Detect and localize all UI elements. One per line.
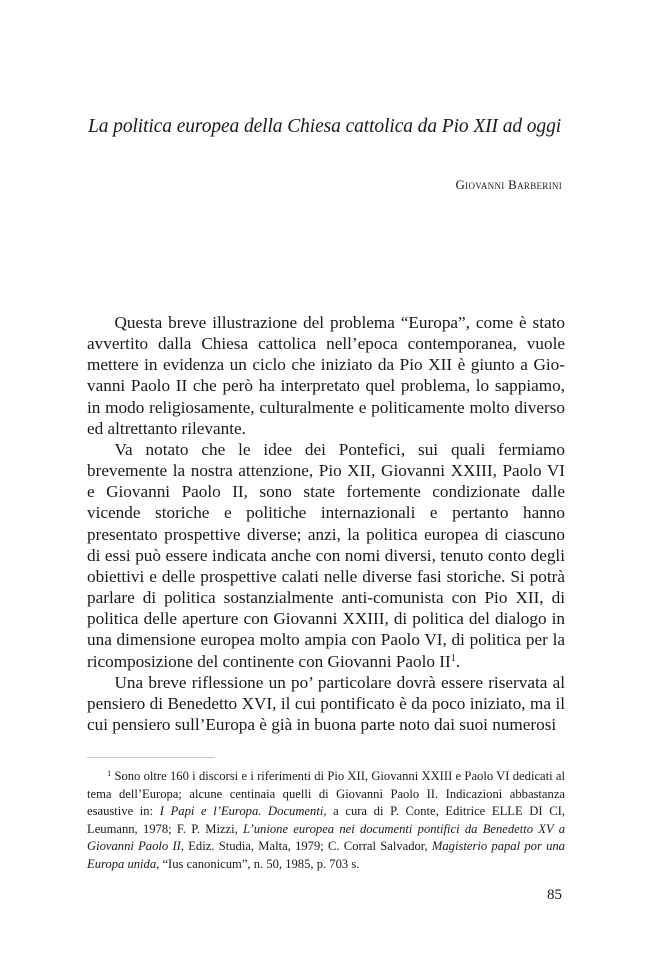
footnote-text: Sono oltre 160 i discorsi e i riferimenti di Pio XII, Giovanni XXIII e Paolo VI dedicati al tema dell’Europa; alcune centinaia quelli di Giovanni Paolo II. Indicazioni abbastanza esaustive in: <box>87 769 565 818</box>
footnote-paragraph <box>87 768 565 873</box>
paragraph-text: Questa breve illustrazione del problema “Europa”, come è stato avvertito dalla Chiesa cattolica nell’epoca contemporanea, vuole mettere in evidenza un ciclo che iniziato da Pio XII è giunto a Giovanni Paolo II che però ha interpretato quel problema, lo sappiamo, in modo religiosamente, culturalmente e politicamente molto diverso ed altrettanto rilevante. <box>87 313 565 438</box>
page-number: 85 <box>547 887 562 903</box>
footnote-citation-title: I Papi e l’Europa. Documenti <box>159 804 324 818</box>
body-paragraph-2 <box>87 439 565 672</box>
paragraph-text: Va notato che le idee dei Pontefici, sui quali fermiamo brevemente la nostra attenzione, Pio XII, Giovanni XXIII, Paolo VI e Giovanni Paolo II, sono state fortemente condizionate dalle vicende storiche e politiche internazionali e pertanto hanno presentato prospettive diverse; anzi, la politica europea di ciascuno di essi può essere indicata anche con nomi diversi, tenuto conto degli obiettivi e delle prospettive calati nelle diverse fasi storiche. Si potrà parlare di politica sostanzialmente anti-comunista con Pio XII, di politica delle aperture con Giovanni XXIII, di politica del dialogo in una dimensione europea molto ampia con Paolo VI, di politica per la ricomposizione del continente con Giovanni Paolo II <box>87 439 565 671</box>
article-author: Giovanni Barberini <box>455 177 562 192</box>
article-title: La politica europea della Chiesa cattolica da Pio XII ad oggi <box>88 116 562 137</box>
footnote-text: , “Ius canonicum”, n. 50, 1985, p. 703 s. <box>156 856 360 871</box>
footnote-citation-title: L’unione europea nei documenti pontifici da Benedetto XV a Giovanni Paolo II <box>87 821 565 853</box>
body-paragraph-3 <box>87 672 565 735</box>
footnote-reference[interactable]: 1 <box>450 652 456 664</box>
paragraph-text: Una breve riflessione un po’ particolare dovrà essere riservata al pensiero di Benedetto XVI, il cui pontificato è da poco iniziato, ma il cui pensiero sull’Europa è già in buona parte noto dai suoi numerosi <box>87 672 565 734</box>
footnote-divider <box>87 757 215 758</box>
article-body <box>87 312 565 735</box>
paragraph-end: . <box>455 651 461 671</box>
footnote-text: , Ediz. Studia, Malta, 1979; C. Corral Salvador, <box>180 839 432 853</box>
footnote-text: , a cura di P. Conte, Editrice ELLE DI CI, Leumann, 1978; F. P. Mizzi, <box>87 804 565 836</box>
footnote-number: 1 <box>107 769 112 778</box>
footnote <box>87 768 565 873</box>
footnote-citation-title: Magisterio papal por una Europa unida <box>87 839 565 871</box>
body-paragraph-1 <box>87 312 565 439</box>
